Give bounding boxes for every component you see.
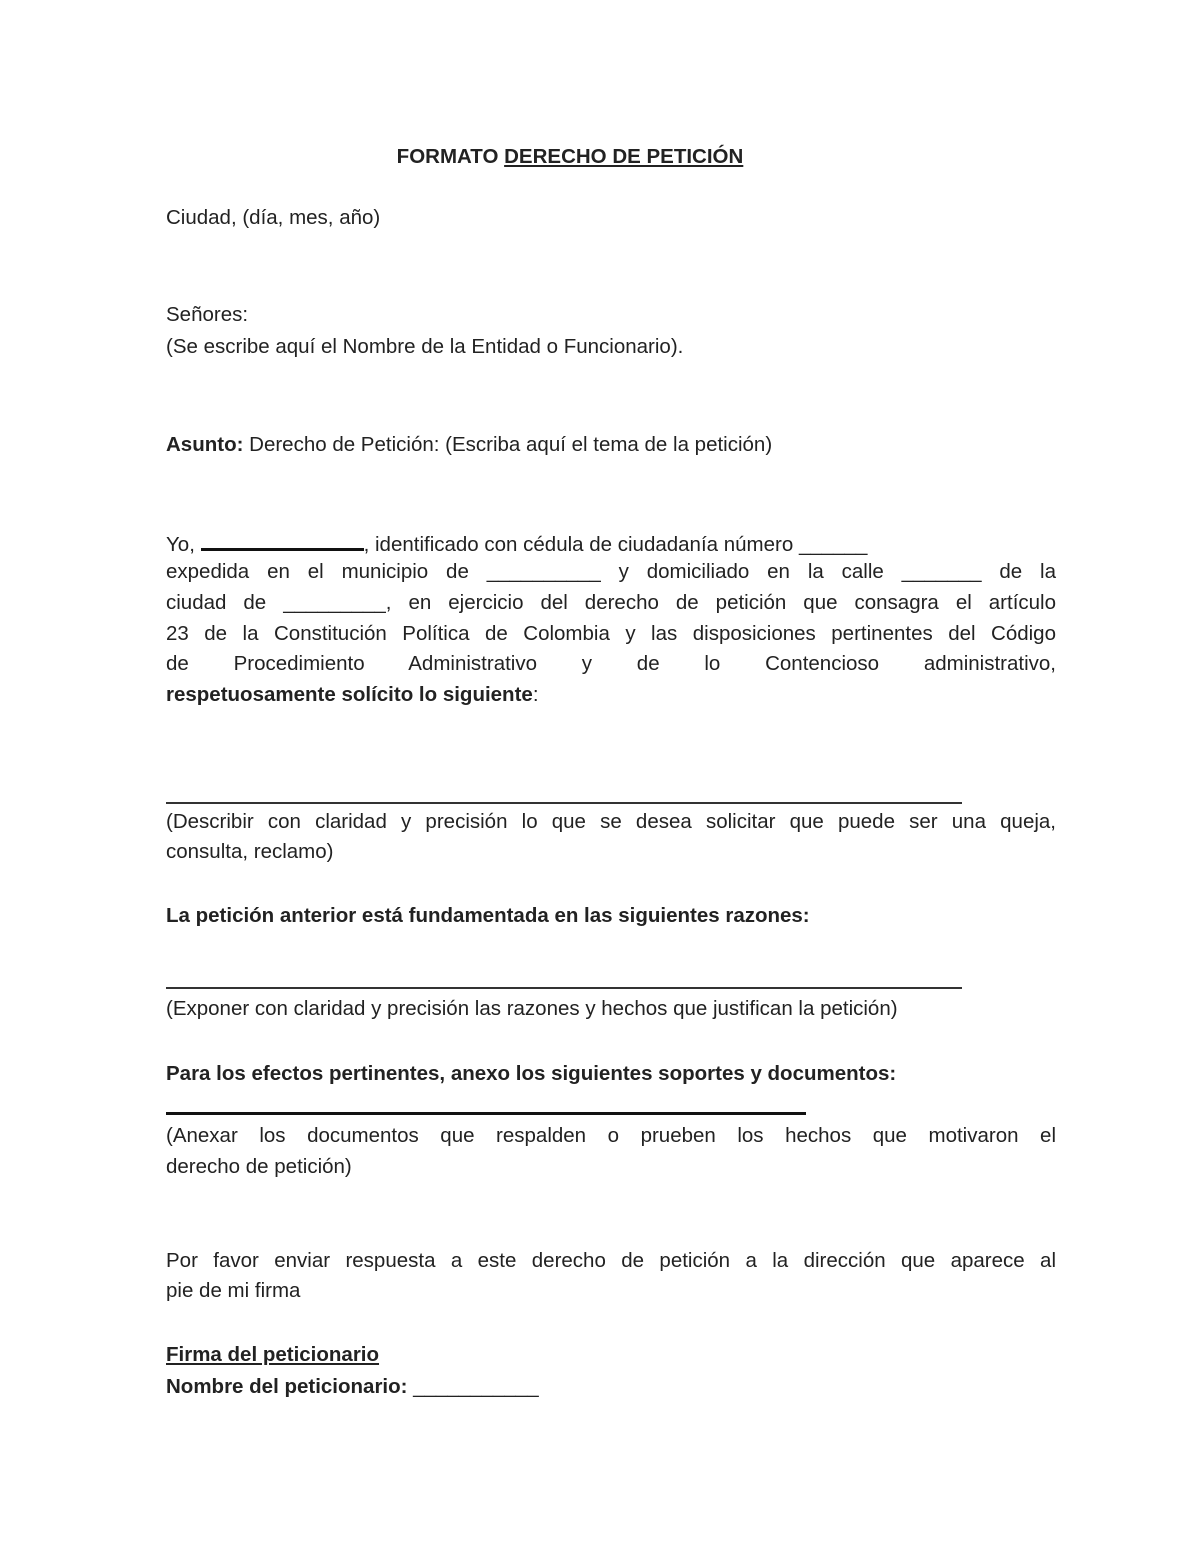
body-line-5: de Procedimiento Administrativo y de lo Contencioso administrativo, xyxy=(166,652,1056,675)
reasons-blank-line xyxy=(166,987,962,989)
title-underlined: DERECHO DE PETICIÓN xyxy=(504,145,744,168)
annexes-hint-line-1: (Anexar los documentos que respalden o prueben los hechos que motivaron el xyxy=(166,1124,1056,1147)
closing-line-2: pie de mi firma xyxy=(166,1279,301,1302)
request-intro-bold: respetuosamente solícito lo siguiente xyxy=(166,683,533,706)
signature-name-line xyxy=(166,1372,539,1402)
recipient-name-hint: (Se escribe aquí el Nombre de la Entidad o Funcionario). xyxy=(166,335,684,358)
body-line-1-end: , identificado con cédula de ciudadanía número ______ xyxy=(363,533,868,556)
body-line-1 xyxy=(166,530,867,560)
body-line-2: expedida en el municipio de __________ y domiciliado en la calle _______ de la xyxy=(166,560,1056,583)
page-title xyxy=(0,142,1140,172)
annexes-blank-line xyxy=(166,1112,806,1115)
subject-label: Asunto: xyxy=(166,433,244,456)
signature-label: Firma del peticionario xyxy=(166,1343,380,1366)
request-blank-line xyxy=(166,802,962,804)
request-hint-line-1: (Describir con claridad y precisión lo que se desea solicitar que puede ser una queja, xyxy=(166,810,1056,833)
name-blank xyxy=(201,530,364,551)
signature-name-blank: ___________ xyxy=(407,1375,539,1398)
date-line: Ciudad, (día, mes, año) xyxy=(166,206,381,229)
subject-line xyxy=(166,430,772,460)
body-line-3: ciudad de _________, en ejercicio del derecho de petición que consagra el artículo xyxy=(166,591,1056,614)
request-hint-line-2: consulta, reclamo) xyxy=(166,840,334,863)
body-line-6 xyxy=(166,680,539,710)
signature-name-label: Nombre del peticionario: xyxy=(166,1375,408,1398)
recipient-greeting: Señores: xyxy=(166,303,249,326)
body-line-4: 23 de la Constitución Política de Colombia y las disposiciones pertinentes del Código xyxy=(166,622,1056,645)
closing-line-1: Por favor enviar respuesta a este derecho de petición a la dirección que aparece al xyxy=(166,1249,1056,1272)
reasons-heading: La petición anterior está fundamentada en las siguientes razones: xyxy=(166,904,810,927)
body-line-1-start: Yo, xyxy=(166,533,201,556)
annexes-hint-line-2: derecho de petición) xyxy=(166,1155,352,1178)
title-prefix: FORMATO xyxy=(396,145,505,168)
request-intro-colon: : xyxy=(532,683,539,706)
subject-text: Derecho de Petición: (Escriba aquí el tema de la petición) xyxy=(243,433,773,456)
annexes-heading: Para los efectos pertinentes, anexo los siguientes soportes y documentos: xyxy=(166,1062,897,1085)
reasons-hint: (Exponer con claridad y precisión las razones y hechos que justifican la petición) xyxy=(166,997,898,1020)
